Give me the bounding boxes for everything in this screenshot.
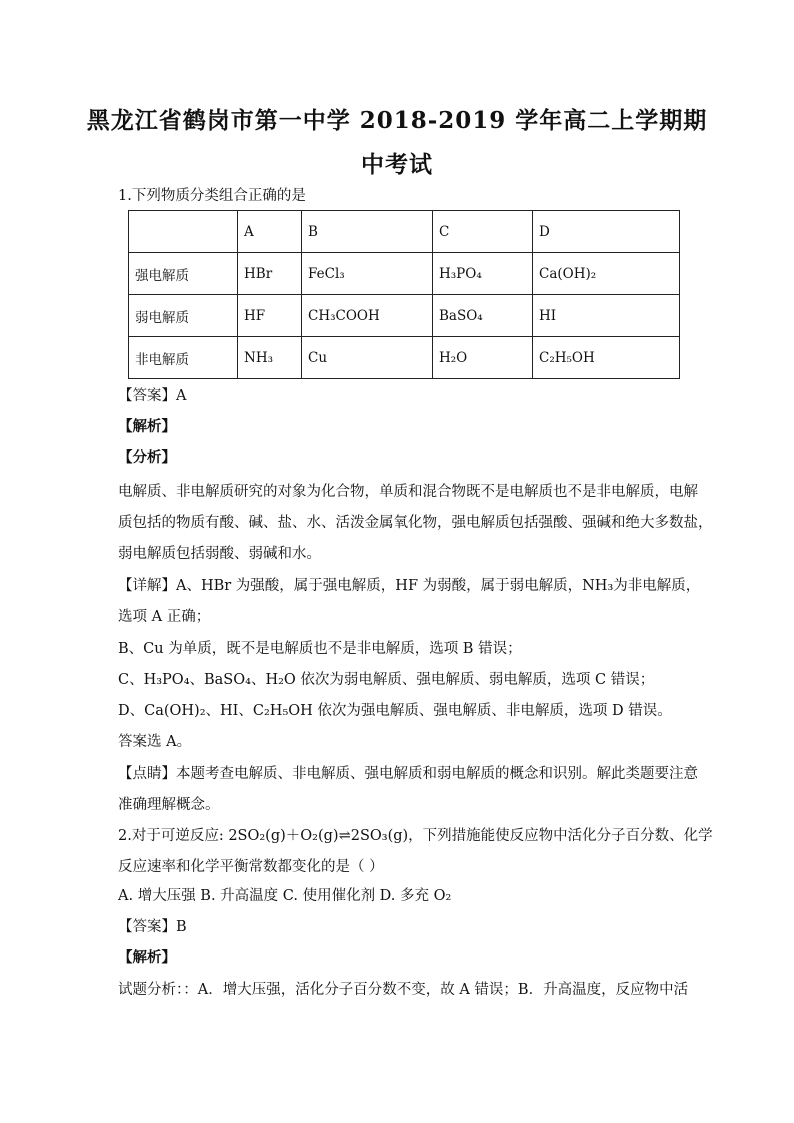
table-header-cell: A — [238, 211, 302, 253]
q1-stem: 1.下列物质分类组合正确的是 — [118, 188, 306, 204]
q1-classification-table — [128, 210, 680, 379]
q1-fenxi-line: 弱电解质包括弱酸、弱碱和水。 — [118, 546, 321, 562]
table-header-row — [129, 211, 680, 253]
document-title-line-1: 黑龙江省鹤岗市第一中学 2018-2019 学年高二上学期期 — [86, 107, 708, 134]
q1-dianjing-line: 准确理解概念。 — [118, 797, 220, 813]
table-cell: H₃PO₄ — [433, 253, 533, 295]
q1-fenxi-heading: 【分析】 — [118, 449, 176, 466]
table-header-cell: D — [533, 211, 680, 253]
table-cell: Cu — [302, 337, 433, 379]
q1-fenxi-line: 电解质、非电解质研究的对象为化合物，单质和混合物既不是电解质也不是非电解质，电解 — [118, 484, 698, 500]
table-cell: FeCl₃ — [302, 253, 433, 295]
table-cell: HBr — [238, 253, 302, 295]
table-row-label: 弱电解质 — [129, 295, 238, 337]
q1-xiangjie-line: 答案选 A。 — [118, 734, 192, 750]
q2-answer: 【答案】B — [118, 919, 187, 935]
q2-jiexi-heading: 【解析】 — [118, 949, 176, 966]
table-row — [129, 295, 680, 337]
q1-xiangjie-line: C、H₃PO₄、BaSO₄、H₂O 依次为弱电解质、强电解质、弱电解质，选项 C 错误； — [118, 672, 655, 688]
table-cell: HI — [533, 295, 680, 337]
table-header-cell: C — [433, 211, 533, 253]
table-cell: BaSO₄ — [433, 295, 533, 337]
table-cell: CH₃COOH — [302, 295, 433, 337]
table-row — [129, 253, 680, 295]
q1-fenxi-line: 质包括的物质有酸、碱、盐、水、活泼金属氧化物，强电解质包括强酸、强碱和绝大多数盐， — [118, 515, 713, 531]
q1-jiexi-heading: 【解析】 — [118, 418, 176, 435]
table-header-cell — [129, 211, 238, 253]
table-cell: C₂H₅OH — [533, 337, 680, 379]
q1-dianjing-line: 【点睛】本题考查电解质、非电解质、强电解质和弱电解质的概念和识别。解此类题要注意 — [118, 766, 698, 782]
q2-options: A. 增大压强 B. 升高温度 C. 使用催化剂 D. 多充 O₂ — [118, 888, 452, 904]
q2-stem-line-1: 2.对于可逆反应: 2SO₂(g)＋O₂(g)⇌2SO₃(g)，下列措施能使反应物中活化分子百分数、化学 — [118, 828, 713, 844]
table-row-label: 非电解质 — [129, 337, 238, 379]
table-cell: Ca(OH)₂ — [533, 253, 680, 295]
document-title-line-2: 中考试 — [361, 151, 433, 178]
table-header-cell: B — [302, 211, 433, 253]
table-cell: H₂O — [433, 337, 533, 379]
table-cell: HF — [238, 295, 302, 337]
q1-xiangjie-line: 选项 A 正确； — [118, 609, 211, 625]
q2-stem-line-2: 反应速率和化学平衡常数都变化的是（ ） — [118, 859, 384, 875]
table-cell: NH₃ — [238, 337, 302, 379]
q2-analysis-line: 试题分析：：A．增大压强，活化分子百分数不变，故 A 错误；B．升高温度，反应物中活 — [118, 982, 689, 998]
q1-xiangjie-line: B、Cu 为单质，既不是电解质也不是非电解质，选项 B 错误； — [118, 641, 522, 657]
q1-xiangjie-line: D、Ca(OH)₂、HI、C₂H₅OH 依次为强电解质、强电解质、非电解质，选项 D 错误。 — [118, 703, 672, 719]
q1-xiangjie-line: 【详解】A、HBr 为强酸，属于强电解质，HF 为弱酸，属于弱电解质，NH₃为非电解质， — [118, 578, 701, 594]
table-row-label: 强电解质 — [129, 253, 238, 295]
table-row — [129, 337, 680, 379]
q1-answer: 【答案】A — [118, 388, 187, 404]
